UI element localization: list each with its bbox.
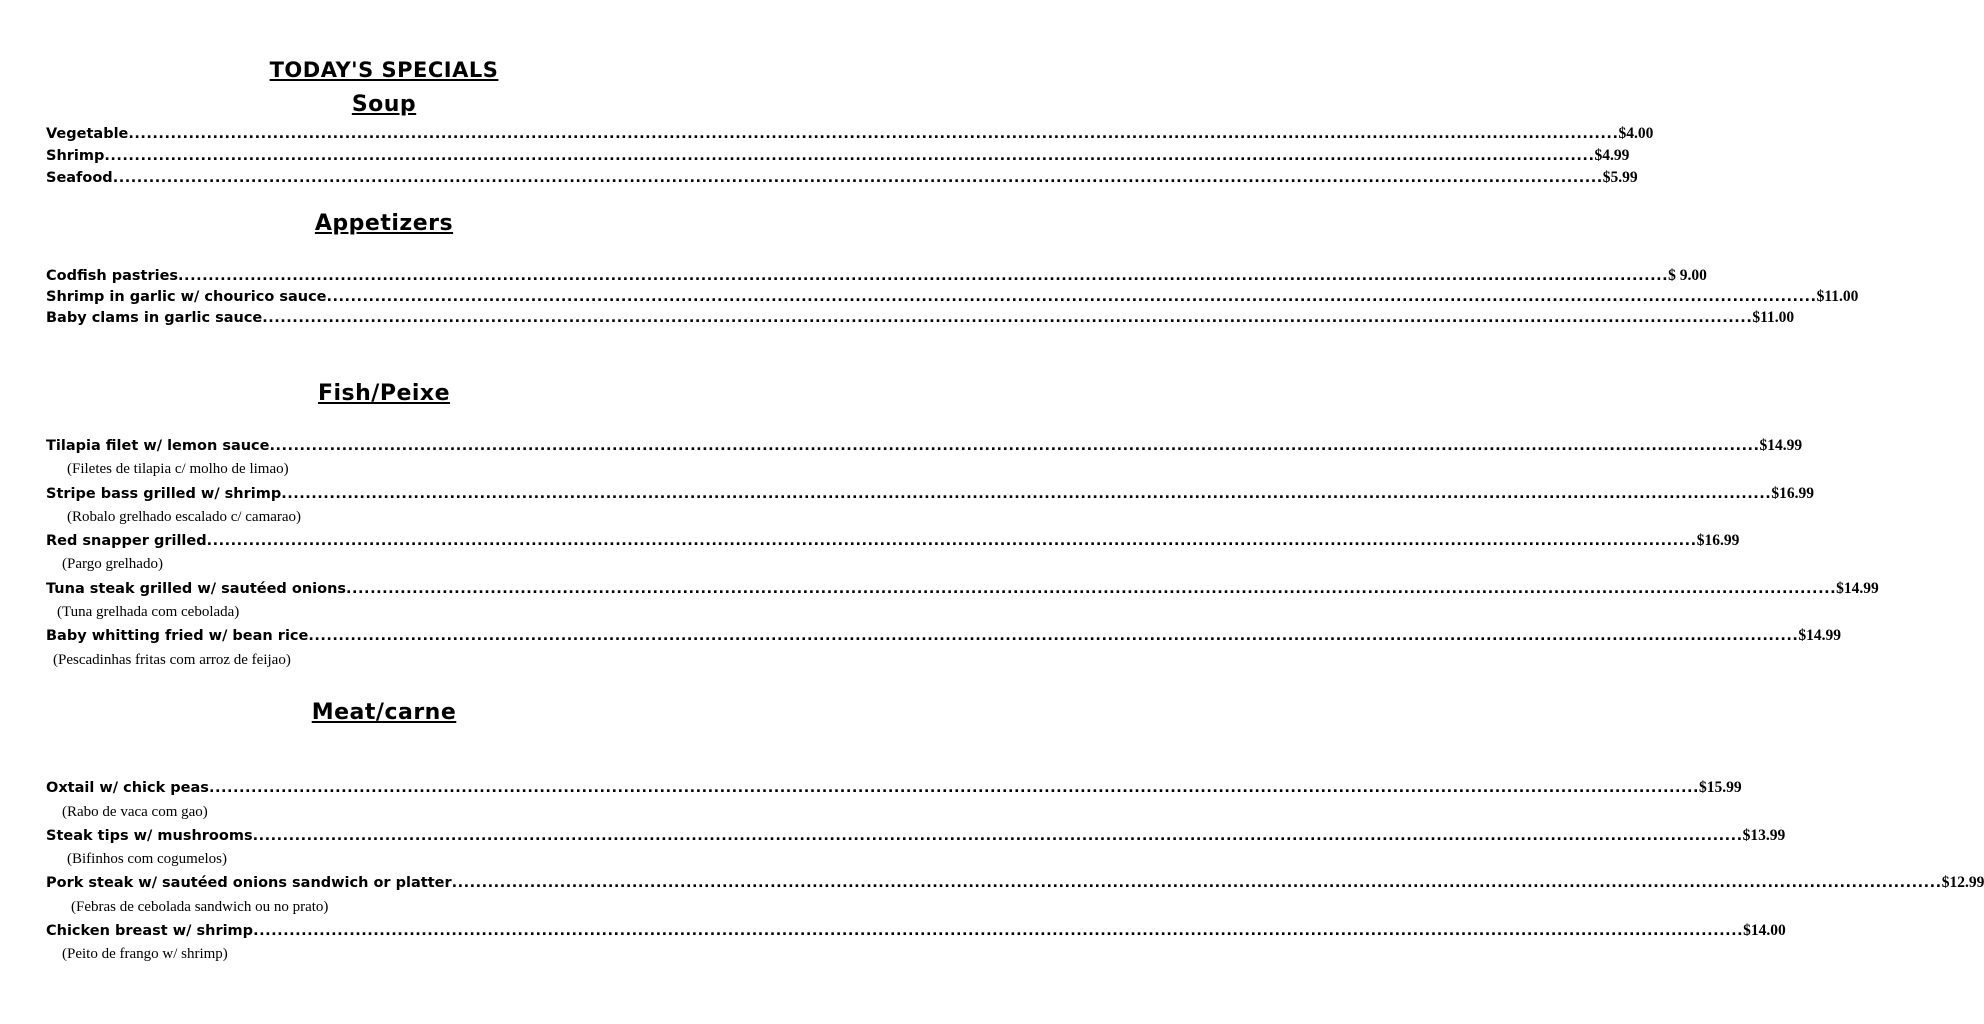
menu-item-translation: (Febras de cebolada sandwich ou no prato)	[71, 899, 329, 915]
menu-item-price: $5.99	[1602, 169, 1638, 186]
section-heading-appetizers: Appetizers	[314, 211, 454, 236]
menu-item-name: Baby clams in garlic sauce	[46, 310, 263, 326]
menu-item-price: $16.99	[1696, 532, 1740, 549]
menu-item-row	[46, 532, 1740, 552]
menu-item-translation: (Filetes de tilapia c/ molho de limao)	[67, 461, 289, 477]
menu-item-name: Codfish pastries	[46, 268, 179, 284]
dot-leader: ........................................................................................................................................................................................................................................................	[326, 289, 1817, 305]
menu-item-price: $14.99	[1836, 580, 1879, 597]
menu-item-row	[46, 125, 1654, 145]
menu-item-price: $ 9.00	[1668, 267, 1707, 284]
menu-item-name: Shrimp	[46, 148, 105, 164]
menu-item-price: $12.99	[1941, 874, 1984, 891]
dot-leader: ........................................................................................................................................................................................................................................................	[308, 628, 1799, 644]
dot-leader: ........................................................................................................................................................................................................................................................	[262, 310, 1753, 326]
menu-item-name: Shrimp in garlic w/ chourico sauce	[46, 289, 327, 305]
menu-item-price: $15.99	[1699, 779, 1742, 796]
menu-item-row	[46, 580, 1879, 600]
menu-item-name: Steak tips w/ mushrooms	[46, 828, 253, 844]
menu-item-price: $16.99	[1771, 485, 1814, 502]
dot-leader: ........................................................................................................................................................................................................................................................	[206, 533, 1697, 549]
menu-item-row	[46, 169, 1638, 189]
section-heading-soup: Soup	[351, 92, 417, 117]
menu-item-translation: (Bifinhos com cogumelos)	[67, 851, 227, 867]
menu-item-name: Tuna steak grilled w/ sautéed onions	[46, 581, 347, 597]
menu-item-price: $14.00	[1743, 922, 1786, 939]
menu-item-row	[46, 922, 1786, 942]
menu-item-translation: (Pargo grelhado)	[62, 556, 163, 572]
dot-leader: ........................................................................................................................................................................................................................................................	[178, 268, 1669, 284]
menu-item-price: $14.99	[1759, 437, 1803, 454]
dot-leader: ........................................................................................................................................................................................................................................................	[128, 126, 1619, 142]
menu-item-row	[46, 779, 1742, 799]
menu-item-name: Chicken breast w/ shrimp	[46, 923, 254, 939]
menu-item-row	[46, 437, 1803, 457]
menu-item-row	[46, 874, 1984, 894]
menu-item-row	[46, 147, 1630, 167]
menu-item-price: $14.99	[1798, 627, 1842, 644]
dot-leader: ........................................................................................................................................................................................................................................................	[346, 581, 1837, 597]
menu-item-price: $11.00	[1752, 309, 1795, 326]
dot-leader: ........................................................................................................................................................................................................................................................	[104, 148, 1595, 164]
menu-item-row	[46, 485, 1814, 505]
dot-leader: ........................................................................................................................................................................................................................................................	[281, 486, 1772, 502]
section-heading-fish: Fish/Peixe	[317, 381, 451, 406]
menu-item-price: $4.00	[1618, 125, 1654, 142]
dot-leader: ........................................................................................................................................................................................................................................................	[252, 828, 1743, 844]
menu-item-row	[46, 267, 1707, 287]
menu-item-translation: (Tuna grelhada com cebolada)	[57, 604, 240, 620]
menu-item-name: Pork steak w/ sautéed onions sandwich or platter	[46, 875, 452, 891]
menu-item-row	[46, 309, 1795, 329]
dot-leader: ........................................................................................................................................................................................................................................................	[269, 438, 1760, 454]
menu-item-price: $4.99	[1594, 147, 1630, 164]
dot-leader: ........................................................................................................................................................................................................................................................	[451, 875, 1942, 891]
menu-item-translation: (Robalo grelhado escalado c/ camarao)	[67, 509, 302, 525]
section-heading-meat: Meat/carne	[311, 700, 457, 725]
page-title: TODAY'S SPECIALS	[269, 58, 499, 82]
dot-leader: ........................................................................................................................................................................................................................................................	[112, 170, 1603, 186]
menu-item-translation: (Peito de frango w/ shrimp)	[62, 946, 228, 962]
menu-item-translation: (Pescadinhas fritas com arroz de feijao)	[53, 652, 291, 668]
dot-leader: ........................................................................................................................................................................................................................................................	[253, 923, 1744, 939]
menu-item-name: Tilapia filet w/ lemon sauce	[46, 438, 270, 454]
menu-item-translation: (Rabo de vaca com gao)	[62, 804, 208, 820]
menu-item-name: Oxtail w/ chick peas	[46, 780, 209, 796]
menu-item-name: Seafood	[46, 170, 113, 186]
menu-item-price: $13.99	[1742, 827, 1786, 844]
menu-item-row	[46, 827, 1786, 847]
menu-item-row	[46, 627, 1842, 647]
menu-item-row	[46, 288, 1859, 308]
menu-item-name: Baby whitting fried w/ bean rice	[46, 628, 309, 644]
dot-leader: ........................................................................................................................................................................................................................................................	[208, 780, 1699, 796]
menu-item-name: Stripe bass grilled w/ shrimp	[46, 486, 282, 502]
menu-item-name: Red snapper grilled	[46, 533, 207, 549]
menu-item-price: $11.00	[1816, 288, 1859, 305]
menu-item-name: Vegetable	[46, 126, 129, 142]
